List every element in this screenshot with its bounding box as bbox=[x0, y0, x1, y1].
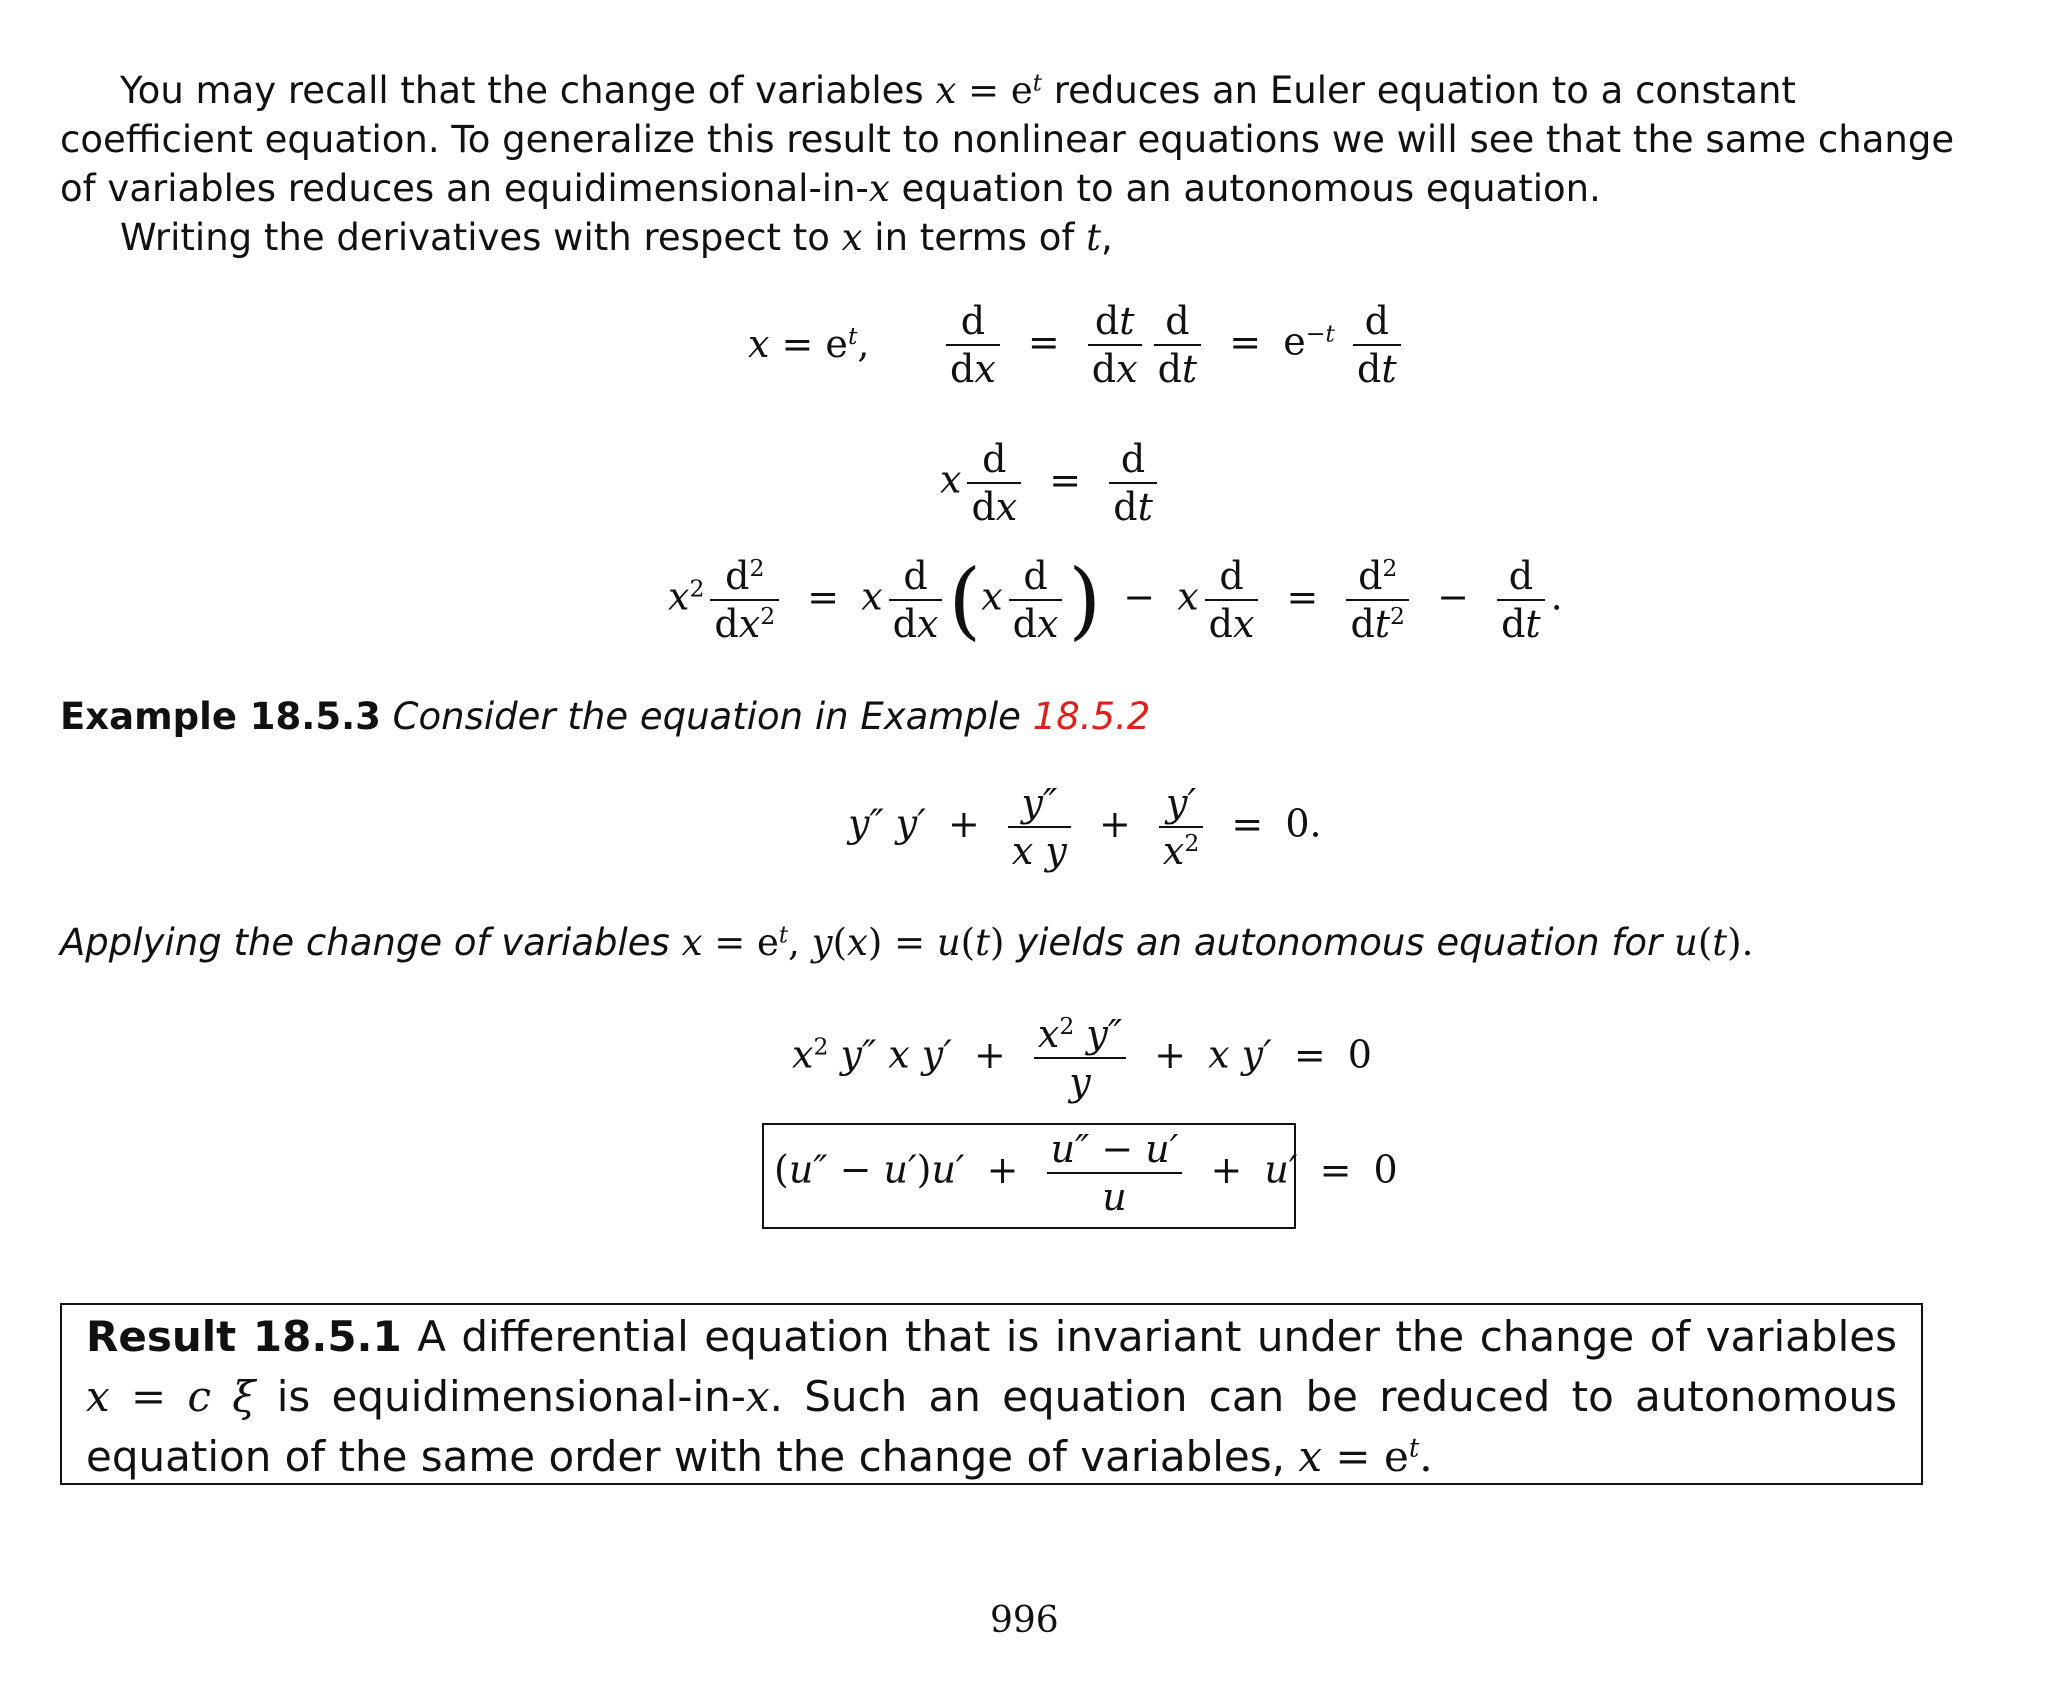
intro-paragraph bbox=[60, 66, 1995, 213]
example-label: Example 18.5.3 bbox=[60, 695, 381, 738]
writing-text-2: in terms of bbox=[874, 216, 1075, 259]
page-number: 996 bbox=[990, 1600, 1059, 1641]
math-x: x bbox=[745, 1372, 770, 1421]
intro-text-3: equation to an autonomous equation. bbox=[901, 167, 1601, 210]
math-x-equals-c-xi: x = c ξ bbox=[86, 1372, 256, 1421]
math-change-of-variables: $x = e^t$, y(x) = u(t) bbox=[681, 921, 1005, 964]
math-t: t bbox=[1086, 216, 1102, 259]
example-heading bbox=[60, 692, 1995, 741]
math-x: x bbox=[841, 216, 863, 259]
result-text-3: . Such an equation can be reduced to autonomous equation of the same order with the change of variables, bbox=[86, 1372, 1898, 1481]
result-label: Result 18.5.1 bbox=[86, 1312, 402, 1361]
example-text: Consider the equation in Example bbox=[392, 695, 1021, 738]
equation-transformed-x: $x^2$ y″ x y′ + $\frac{x^2 y''}{y}$ + x y′ = 0 bbox=[792, 1012, 1372, 1104]
equation-x-equals-et: $x = e^t$, bbox=[748, 322, 870, 366]
intro-text-1: You may recall that the change of variables bbox=[120, 69, 924, 112]
example-reference-link[interactable]: 18.5.2 bbox=[1032, 695, 1151, 738]
math-x-equals-et: $x = e^t$. bbox=[1298, 1432, 1433, 1481]
equation-example: y″ y′ + $\frac{y''}{\text{x y}}$ + $\frac{y'}{x^2}$ = 0. bbox=[848, 781, 1322, 873]
equation-d-dx: $\frac{d}{dx}$ = $\frac{dt}{dx}$ $\frac{d}{dt}$ = $e^{-t}$ $\frac{d}{dt}$ bbox=[940, 298, 1407, 392]
equation-second-derivative: $x^2$ $\frac{d^2}{dx^2}$ = x $\frac{d}{dx}$ (x $\frac{d}{dx}$ ) − x $\frac{d}{dx}$ = $\frac{d^2}{dt^2}$ − $\frac{d}{dt}$ . bbox=[668, 551, 1563, 649]
applying-paragraph bbox=[60, 918, 1995, 967]
equation-autonomous-u: (u″ − u′)u′ + $\frac{u'' - u'}{u}$ + u′ = 0 bbox=[774, 1127, 1398, 1219]
writing-paragraph: Writing the derivatives with respect to x in terms of t, bbox=[120, 216, 1113, 259]
applying-text-1: Applying the change of variables bbox=[60, 921, 670, 964]
writing-text-1: Writing the derivatives with respect to bbox=[120, 216, 830, 259]
math-u-of-t: u(t). bbox=[1674, 921, 1754, 964]
applying-text-2: yields an autonomous equation for bbox=[1016, 921, 1663, 964]
result-text-2: is equidimensional-in- bbox=[276, 1372, 746, 1421]
result-text-1: A differential equation that is invariant under the change of variables bbox=[417, 1312, 1897, 1361]
equation-x-d-dx: x $\frac{d}{dx}$ = $\frac{d}{dt}$ bbox=[940, 436, 1163, 530]
math-x-equals-et: $x = e^t$ bbox=[935, 69, 1042, 112]
result-box bbox=[60, 1303, 1923, 1485]
intro-text-2: reduces an Euler equation to a constant coefficient equation. To generalize this result to nonlinear equations we will see that the same change of variables reduces an equidimensional-in- bbox=[60, 69, 1955, 210]
math-x: x bbox=[868, 167, 890, 210]
